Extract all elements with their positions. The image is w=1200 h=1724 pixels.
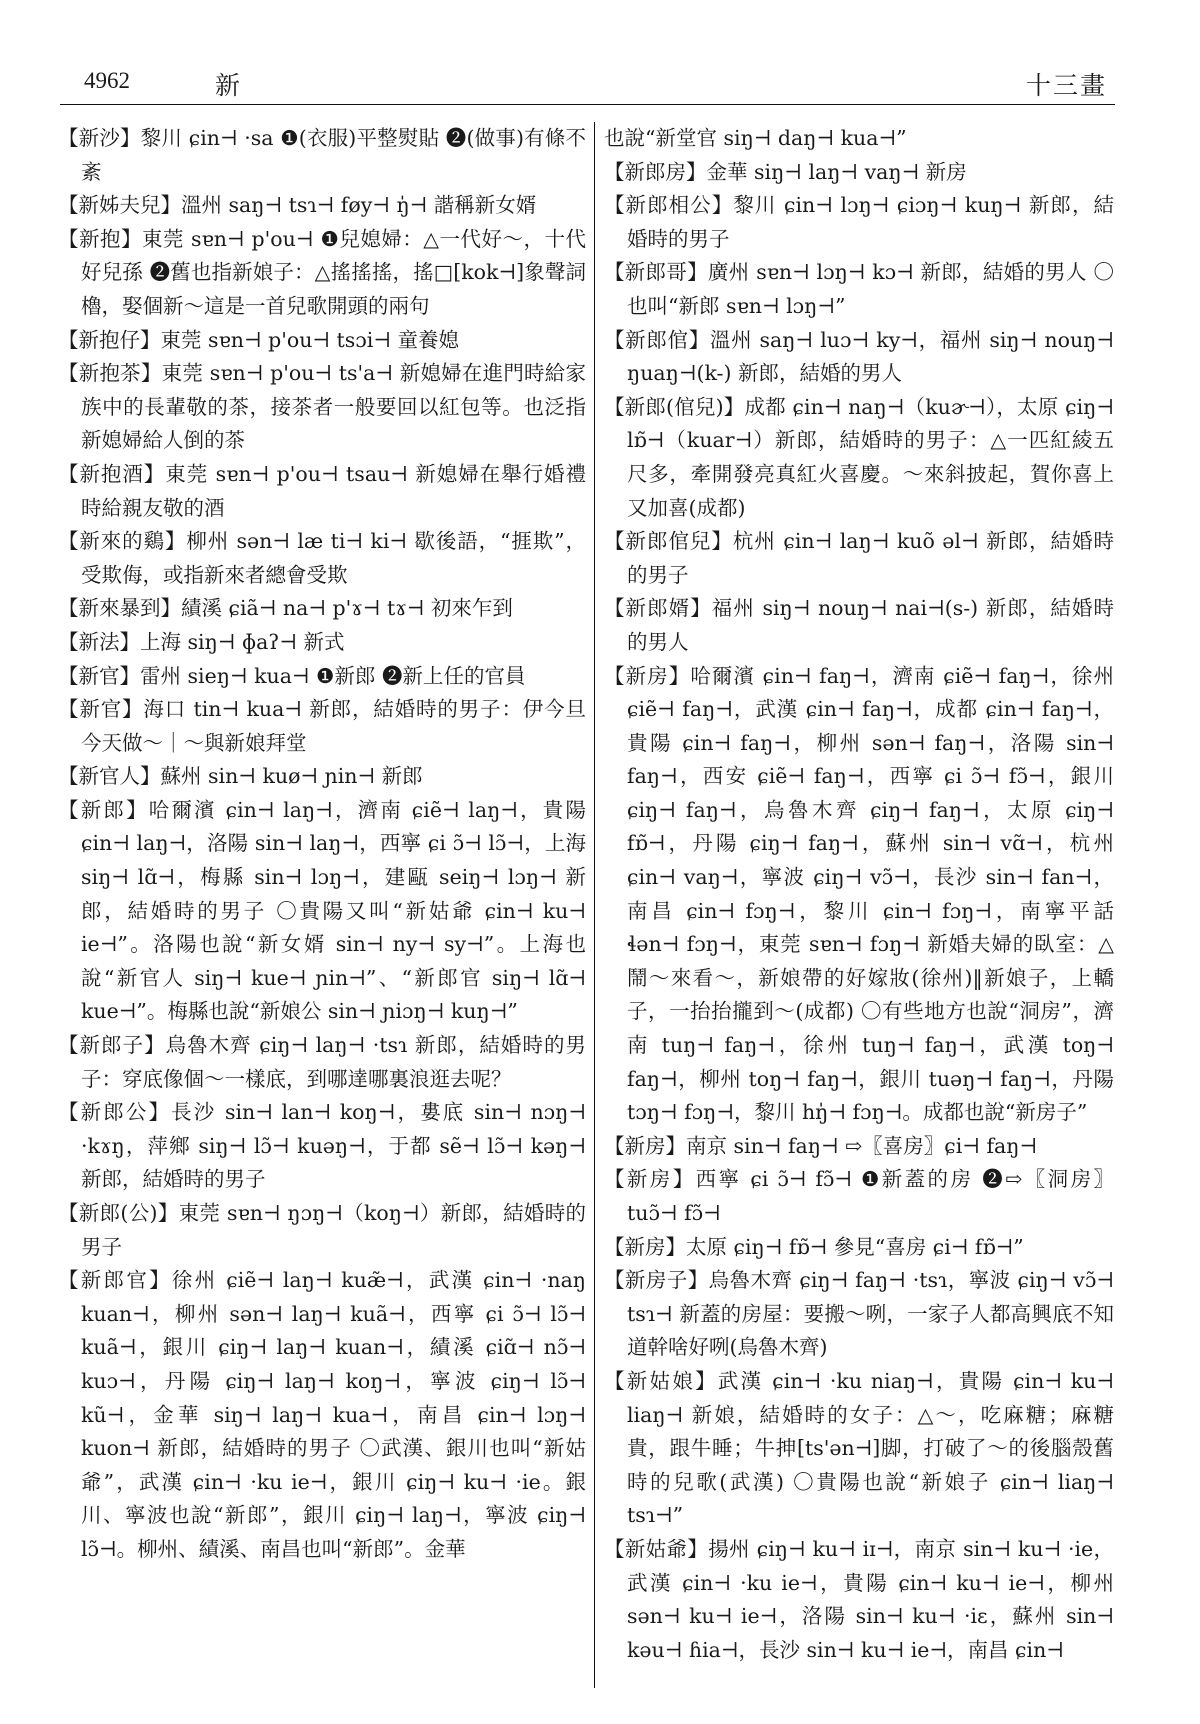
entry: 【新抱】東莞 sɐn⊣ p'ou⊣ ❶兒媳婦：△一代好～，十代好兒孫 ❷舊也指新娘子：△搖搖搖，搖□[kok⊣]象聲詞櫓，娶個新～這是一首兒歌開頭的兩句 [58, 226, 586, 318]
entry: 【新郎(倌兒)】成都 ɕin⊣ naŋ⊣（kuɚ⊣），太原 ɕiŋ⊣ lɒ̃⊣（kuar⊣）新郎，結婚時的男子：△一匹紅綾五尺多，牽開發亮真紅火喜慶。～來斜披起，賀你喜上又加喜(成都) [604, 394, 1114, 520]
entry: 【新抱茶】東莞 sɐn⊣ p'ou⊣ ts'a⊣ 新媳婦在進門時給家族中的長輩敬的茶，接茶者一般要回以紅包等。也泛指新媳婦給人倒的茶 [58, 361, 586, 453]
head-character: 新 [215, 71, 241, 100]
entry: 【新郎(公)】東莞 sɐn⊣ ŋɔŋ⊣（koŋ⊣）新郎，結婚時的男子 [58, 1201, 586, 1259]
entry: 【新姊夫兒】溫州 saŋ⊣ tsɿ⊣ føy⊣ ŋ̍⊣ 諧稱新女婿 [58, 193, 537, 218]
entry: 【新房】哈爾濱 ɕin⊣ faŋ⊣，濟南 ɕiẽ⊣ faŋ⊣，徐州 ɕiẽ⊣ faŋ⊣，武漢 ɕin⊣ faŋ⊣，成都 ɕin⊣ faŋ⊣，貴陽 ɕin⊣ faŋ⊣，柳州 sən⊣ faŋ⊣，洛陽 sin⊣ faŋ⊣，西安 ɕiẽ⊣ faŋ⊣，西寧 ɕi ɔ̃⊣ fɔ̃⊣，銀川 ɕiŋ⊣ faŋ⊣，烏魯木齊 ɕiŋ⊣ faŋ⊣，太原 ɕiŋ⊣ fɒ̃⊣，丹陽 ɕiŋ⊣ faŋ⊣，蘇州 sin⊣ vɑ̃⊣，杭州 ɕin⊣ vaŋ⊣，寧波 ɕiŋ⊣ vɔ̃⊣，長沙 sin⊣ fan⊣，南昌 ɕin⊣ fɔŋ⊣，黎川 ɕin⊣ fɔŋ⊣，南寧平話 ɬən⊣ fɔŋ⊣，東莞 sɐn⊣ fɔŋ⊣ 新婚夫婦的臥室：△鬧～來看～，新娘帶的好嫁妝(徐州)‖新娘子，上轎子，一抬抬攏到～(成都) 〇有些地方也說“洞房”，濟南 tuŋ⊣ faŋ⊣，徐州 tuŋ⊣ faŋ⊣，武漢 toŋ⊣ faŋ⊣，柳州 toŋ⊣ faŋ⊣，銀川 tuəŋ⊣ faŋ⊣，丹陽 tɔŋ⊣ fɔŋ⊣，黎川 hŋ̍⊣ fɔŋ⊣。成都也說“新房子” [604, 663, 1114, 1125]
entry: 【新官】海口 tin⊣ kua⊣ 新郎，結婚時的男子：伊今旦今天做～｜～與新娘拜堂 [58, 697, 586, 755]
page-number: 4962 [84, 68, 130, 93]
entry: 【新房】太原 ɕiŋ⊣ fɒ̃⊣ 參見“喜房 ɕi⊣ fɒ̃⊣” [604, 1234, 1024, 1259]
entry: 【新郎房】金華 siŋ⊣ laŋ⊣ vaŋ⊣ 新房 [604, 159, 967, 184]
entry: 【新法】上海 siŋ⊣ ɸaʔ⊣ 新式 [58, 629, 345, 654]
entry: 【新沙】黎川 ɕin⊣ ·sa ❶(衣服)平整熨貼 ❷(做事)有條不紊 [58, 126, 586, 184]
entry: 也說“新堂官 siŋ⊣ daŋ⊣ kua⊣” [604, 126, 907, 150]
entry: 【新郎倌兒】杭州 ɕin⊣ laŋ⊣ kuõ əl⊣ 新郎，結婚時的男子 [604, 529, 1114, 587]
entry: 【新來暴到】績溪 ɕiã⊣ na⊣ p'ɤ⊣ tɤ⊣ 初來乍到 [58, 596, 513, 621]
entry: 【新郎婿】福州 siŋ⊣ nouŋ⊣ nai⊣(s-) 新郎，結婚時的男人 [604, 596, 1114, 654]
entry: 【新郎公】長沙 sin⊣ lan⊣ koŋ⊣，婁底 sin⊣ nɔŋ⊣ ·kɤŋ，萍鄉 siŋ⊣ lɔ̃⊣ kuəŋ⊣，于都 sẽ⊣ lɔ̃⊣ kəŋ⊣ 新郎，結婚時的男子 [58, 1100, 586, 1192]
entry: 【新抱仔】東莞 sɐn⊣ p'ou⊣ tsɔi⊣ 童養媳 [58, 327, 459, 352]
right-column [604, 122, 1114, 1688]
entry: 【新姑娘】武漢 ɕin⊣ ·ku niaŋ⊣，貴陽 ɕin⊣ ku⊣ liaŋ⊣ 新娘，結婚時的女子：△～，吃麻糖；麻糖貴，跟牛睡；牛抻[ts'ən⊣]脚，打破了～的後腦殼舊時的兒歌(武漢) 〇貴陽也說“新娘子 ɕin⊣ liaŋ⊣ tsɿ⊣” [604, 1368, 1114, 1528]
entry: 【新郎哥】廣州 sɐn⊣ lɔŋ⊣ kɔ⊣ 新郎，結婚的男人 〇也叫“新郎 sɐn⊣ lɔŋ⊣” [604, 260, 1114, 318]
entry: 【新官人】蘇州 sin⊣ kuø⊣ ɲin⊣ 新郎 [58, 764, 423, 789]
column-divider [594, 122, 595, 1688]
page-header [60, 64, 1115, 105]
entry: 【新來的鷄】柳州 sən⊣ læ ti⊣ ki⊣ 歇後語，“捱欺”，受欺侮，或指新來者總會受欺 [58, 529, 586, 587]
entry: 【新官】雷州 sieŋ⊣ kua⊣ ❶新郎 ❷新上任的官員 [58, 663, 526, 688]
entry: 【新房】西寧 ɕi ɔ̃⊣ fɔ̃⊣ ❶新蓋的房 ❷⇨〖洞房〗tuɔ̃⊣ fɔ̃⊣ [604, 1167, 1114, 1225]
entry: 【新郎】哈爾濱 ɕin⊣ laŋ⊣，濟南 ɕiẽ⊣ laŋ⊣，貴陽 ɕin⊣ laŋ⊣，洛陽 sin⊣ laŋ⊣，西寧 ɕi ɔ̃⊣ lɔ̃⊣，上海 siŋ⊣ lɑ̃⊣，梅縣 sin⊣ lɔŋ⊣，建甌 seiŋ⊣ lɔŋ⊣ 新郎，結婚時的男子 〇貴陽又叫“新姑爺 ɕin⊣ ku⊣ ie⊣”。洛陽也說“新女婿 sin⊣ ny⊣ sy⊣”。上海也說“新官人 siŋ⊣ kue⊣ ɲin⊣”、“新郎官 siŋ⊣ lɑ̃⊣ kue⊣”。梅縣也說“新娘公 sin⊣ ɲiɔŋ⊣ kuŋ⊣” [58, 797, 586, 1024]
entry: 【新房子】烏魯木齊 ɕiŋ⊣ faŋ⊣ ·tsɿ，寧波 ɕiŋ⊣ vɔ̃⊣ tsɿ⊣ 新蓋的房屋：要搬～咧，一家子人都高興底不知道幹啥好咧(烏魯木齊) [604, 1268, 1114, 1360]
entry: 【新姑爺】揚州 ɕiŋ⊣ ku⊣ iɪ⊣，南京 sin⊣ ku⊣ ·ie，武漢 ɕin⊣ ·ku ie⊣，貴陽 ɕin⊣ ku⊣ ie⊣，柳州 sən⊣ ku⊣ ie⊣，洛陽 sin⊣ ku⊣ ·iɛ，蘇州 sin⊣ kəu⊣ ɦia⊣，長沙 sin⊣ ku⊣ ie⊣，南昌 ɕin⊣ [604, 1536, 1114, 1662]
left-column [58, 122, 586, 1688]
entry: 【新房】南京 sin⊣ faŋ⊣ ⇨〖喜房〗ɕi⊣ faŋ⊣ [604, 1133, 1038, 1158]
entry: 【新郎倌】溫州 saŋ⊣ luɔ⊣ ky⊣，福州 siŋ⊣ nouŋ⊣ ŋuaŋ⊣(k-) 新郎，結婚的男人 [604, 327, 1114, 386]
entry: 【新郎子】烏魯木齊 ɕiŋ⊣ laŋ⊣ ·tsɿ 新郎，結婚時的男子：穿底像個～一樣底，到哪達哪裏浪逛去呢？ [58, 1033, 586, 1091]
entry: 【新抱酒】東莞 sɐn⊣ p'ou⊣ tsau⊣ 新媳婦在舉行婚禮時給親友敬的酒 [58, 461, 586, 520]
entry: 【新郎相公】黎川 ɕin⊣ lɔŋ⊣ ɕiɔŋ⊣ kuŋ⊣ 新郎，結婚時的男子 [604, 193, 1114, 251]
entry: 【新郎官】徐州 ɕiẽ⊣ laŋ⊣ kuæ̃⊣，武漢 ɕin⊣ ·naŋ kuan⊣，柳州 sən⊣ laŋ⊣ kuã⊣，西寧 ɕi ɔ̃⊣ lɔ̃⊣ kuã⊣，銀川 ɕiŋ⊣ laŋ⊣ kuan⊣，績溪 ɕiɑ̃⊣ nɔ̃⊣ kuɔ⊣，丹陽 ɕiŋ⊣ laŋ⊣ koŋ⊣，寧波 ɕiŋ⊣ lɔ̃⊣ kũ⊣，金華 siŋ⊣ laŋ⊣ kua⊣，南昌 ɕin⊣ lɔŋ⊣ kuon⊣ 新郎，結婚時的男子 〇武漢、銀川也叫“新姑爺”，武漢 ɕin⊣ ·ku ie⊣，銀川 ɕiŋ⊣ ku⊣ ·ie。銀川、寧波也說“新郎”，銀川 ɕiŋ⊣ laŋ⊣，寧波 ɕiŋ⊣ lɔ̃⊣。柳州、績溪、南昌也叫“新郎”。金華 [58, 1268, 586, 1561]
stroke-section: 十三畫 [1025, 71, 1107, 100]
